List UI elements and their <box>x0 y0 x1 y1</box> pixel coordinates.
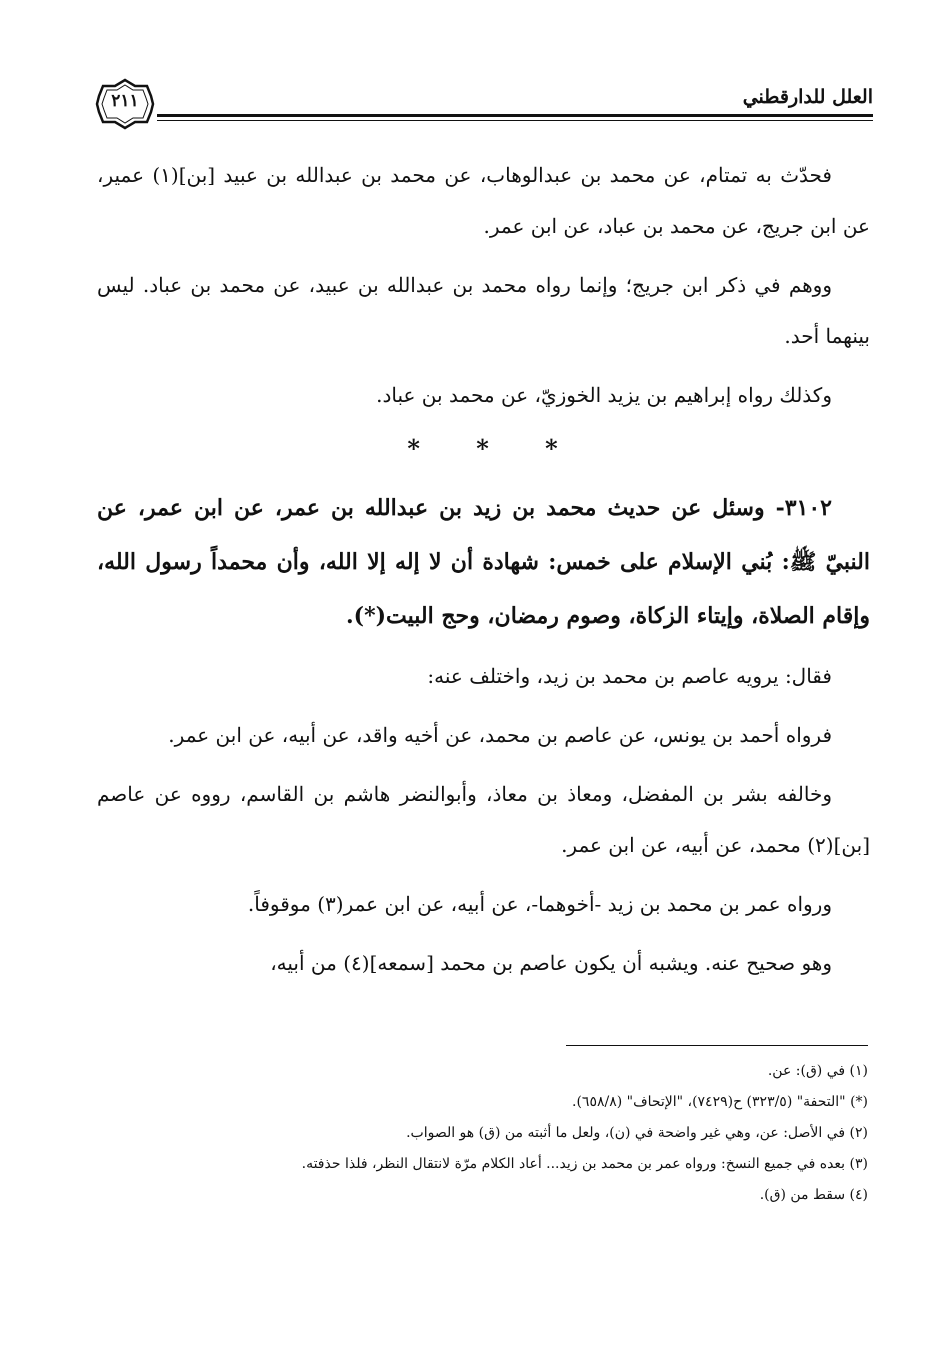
page-number: ٢١١ <box>111 91 139 111</box>
page-number-badge <box>95 78 155 130</box>
paragraph-1: فحدّث به تمتام، عن محمد بن عبدالوهاب، عن محمد بن عبدالله بن عبيد [بن](١) عمير، عن ابن جريج، عن محمد بن عباد، عن ابن عمر. <box>97 163 870 238</box>
paragraph-5: فقال: يرويه عاصم بن محمد بن زيد، واختلف عنه: <box>427 664 832 688</box>
header-rule-thick <box>157 114 873 117</box>
paragraph-9: وهو صحيح عنه. ويشبه أن يكون عاصم بن محمد [سمعه](٤) من أبيه، <box>270 951 832 975</box>
section-separator: * * * <box>407 434 560 463</box>
main-text <box>97 150 870 997</box>
page-header <box>95 78 873 134</box>
paragraph-7: وخالفه بشر بن المفضل، ومعاذ بن معاذ، وأبوالنضر هاشم بن القاسم، رووه عن عاصم [بن](٢) محمد، عن أبيه، عن ابن عمر. <box>97 782 870 857</box>
footnote-1: (١) في (ق): عن. <box>767 1063 868 1079</box>
hadith-question: ٣١٠٢- وسئل عن حديث محمد بن زيد بن عبدالله بن عمر، عن ابن عمر، عن النبيّ ﷺ: بُني الإسلام على خمس: شهادة أن لا إله إلا الله، وأن محمداً رسول الله، وإقام الصلاة، وإيتاء الزكاة، وصوم رمضان، وحج البيت(*). <box>97 495 870 629</box>
paragraph-6: فرواه أحمد بن يونس، عن عاصم بن محمد، عن أخيه واقد، عن أبيه، عن ابن عمر. <box>168 723 832 747</box>
footnote-divider <box>566 1045 868 1046</box>
footnote-star: (*) "التحفة" (٣٢٣/٥) ح(٧٤٢٩)، "الإتحاف" (٦٥٨/٨). <box>572 1094 868 1110</box>
footnotes <box>150 1056 868 1211</box>
book-title: العلل للدارقطني <box>742 86 873 108</box>
header-rule-thin <box>157 120 873 121</box>
footnote-3: (٣) بعده في جميع النسخ: ورواه عمر بن محمد بن زيد... أعاد الكلام مرّة لانتقال النظر، فلذا حذفته. <box>301 1156 868 1172</box>
paragraph-8: ورواه عمر بن محمد بن زيد -أخوهما-، عن أبيه، عن ابن عمر(٣) موقوفاً. <box>247 892 832 916</box>
paragraph-3: وكذلك رواه إبراهيم بن يزيد الخوزيّ، عن محمد بن عباد. <box>376 383 832 407</box>
footnote-2: (٢) في الأصل: عن، وهي غير واضحة في (ن)، ولعل ما أثبته من (ق) هو الصواب. <box>406 1125 868 1141</box>
footnote-4: (٤) سقط من (ق). <box>759 1187 868 1203</box>
paragraph-2: ووهم في ذكر ابن جريج؛ وإنما رواه محمد بن عبدالله بن عبيد، عن محمد بن عباد. ليس بينهما أحد. <box>97 273 870 348</box>
